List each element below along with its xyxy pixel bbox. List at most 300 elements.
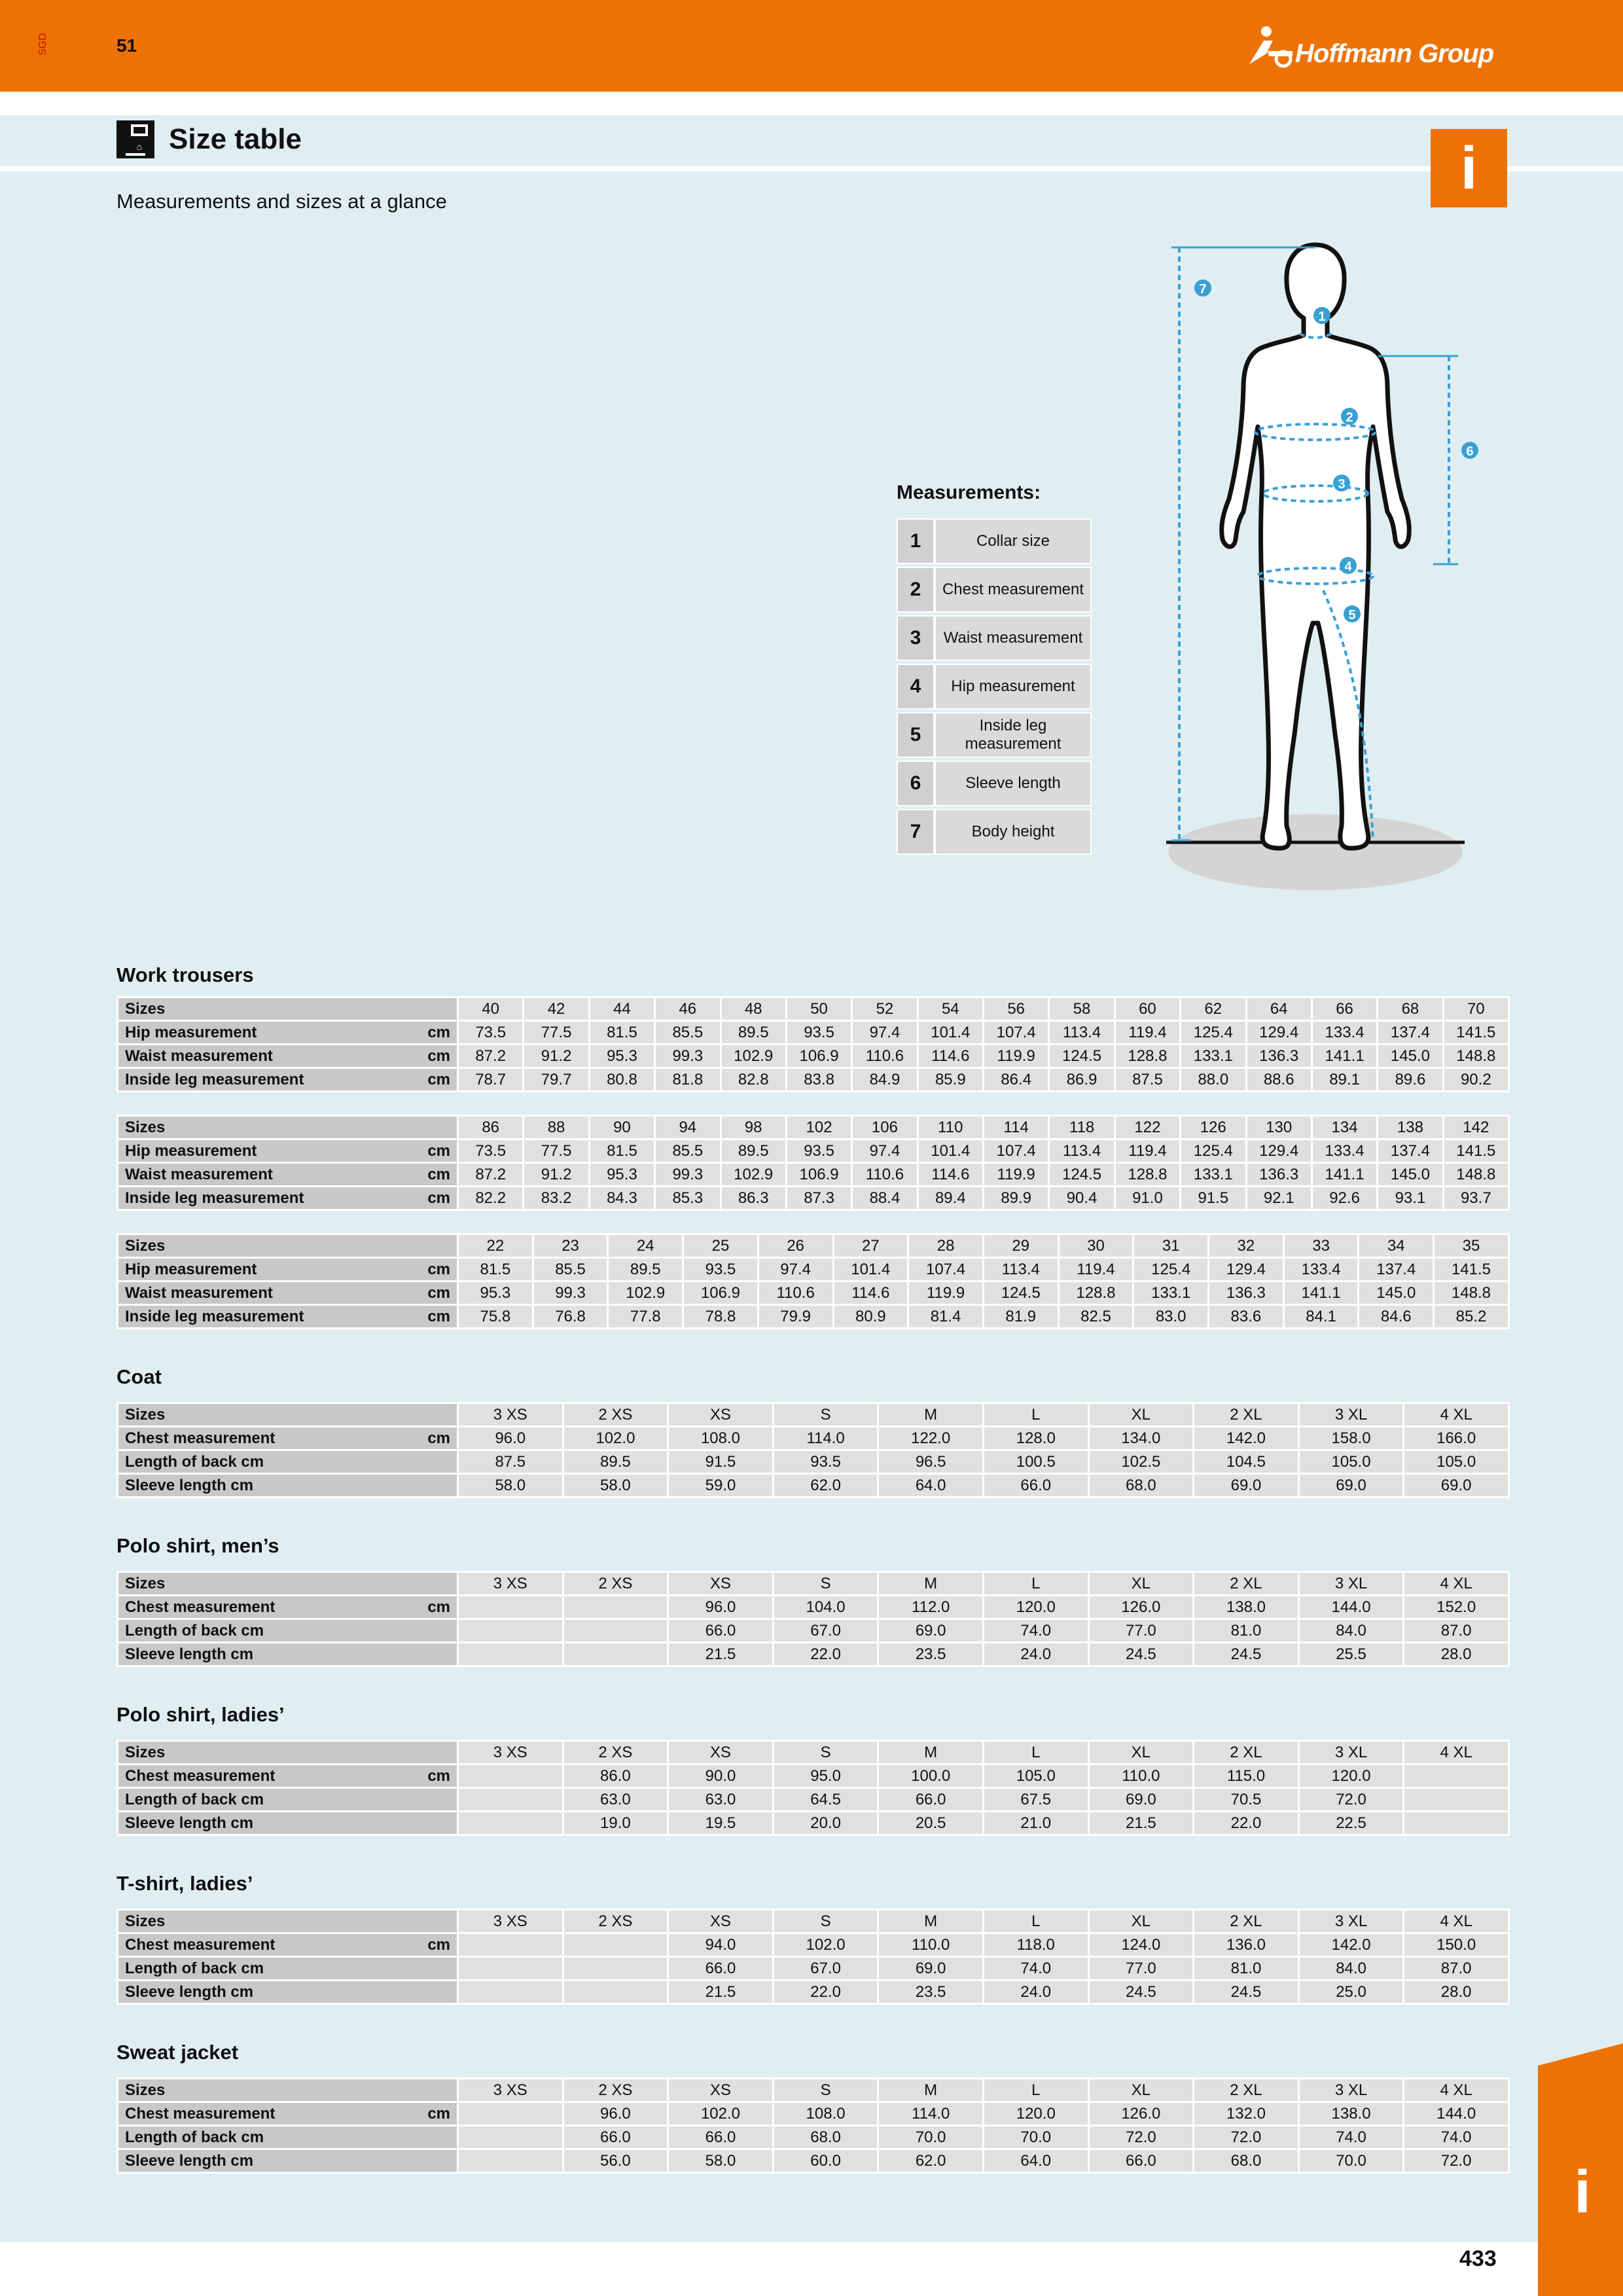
table-cell: 99.3 [533, 1282, 608, 1305]
row-label [118, 1450, 458, 1474]
row-label-text: Inside leg measurement [125, 1189, 304, 1207]
table-row [118, 1068, 1509, 1092]
table-row [118, 1788, 1509, 1812]
table-cell: 87.3 [786, 1187, 851, 1210]
table-cell: 66.0 [563, 2126, 668, 2149]
legend-label: Inside leg measurement [935, 712, 1092, 758]
table-cell: 108.0 [773, 2102, 878, 2126]
size-header-cell: 122 [1115, 1116, 1180, 1139]
section-title: Work trousers [116, 963, 254, 986]
table-cell: 96.0 [563, 2102, 668, 2126]
size-header-cell: M [878, 1910, 984, 1933]
table-cell: 68.0 [773, 2126, 878, 2149]
size-header-cell: 70 [1443, 997, 1508, 1021]
row-unit: cm [427, 1429, 450, 1447]
row-label-text: Length of back cm [125, 1959, 264, 1977]
table-cell: 85.9 [918, 1068, 983, 1092]
table-cell: 81.5 [589, 1139, 654, 1163]
table-cell: 141.5 [1443, 1139, 1508, 1163]
table-header-row [118, 1116, 1509, 1139]
table-cell: 89.1 [1311, 1068, 1377, 1092]
size-header-cell: XL [1088, 1741, 1194, 1765]
size-table [116, 1909, 1510, 2005]
size-header-cell: 4 XL [1404, 2079, 1509, 2102]
size-header-cell: S [773, 1741, 878, 1765]
measurements-heading: Measurements: [897, 482, 1041, 503]
size-header-cell: 48 [721, 997, 786, 1021]
table-cell: 89.5 [608, 1258, 683, 1282]
table-cell: 99.3 [655, 1045, 721, 1068]
table-cell: 115.0 [1194, 1765, 1299, 1788]
table-cell: 87.0 [1404, 1957, 1509, 1981]
body-measurement-figure [1152, 237, 1479, 924]
table-cell: 59.0 [668, 1474, 774, 1498]
table-cell: 58.0 [563, 1474, 668, 1498]
table-cell: 133.4 [1311, 1139, 1377, 1163]
size-table [116, 2077, 1510, 2174]
size-table [116, 1571, 1510, 1667]
size-header-cell: XS [668, 1403, 774, 1427]
measurements-legend [897, 516, 1092, 857]
table-cell: 66.0 [1088, 2149, 1194, 2173]
table-cell: 85.3 [655, 1187, 721, 1210]
table-cell: 78.7 [458, 1068, 524, 1092]
table-cell: 86.4 [984, 1068, 1049, 1092]
table-cell: 73.5 [458, 1021, 524, 1045]
table-cell: 106.9 [786, 1163, 851, 1187]
row-label [118, 1981, 458, 2004]
legend-label: Sleeve length [935, 761, 1092, 806]
size-header-cell: 27 [833, 1234, 908, 1258]
size-header-cell: 3 XL [1298, 1741, 1404, 1765]
legend-number: 5 [897, 712, 935, 758]
table-cell: 81.9 [983, 1305, 1058, 1329]
table-cell: 114.6 [918, 1045, 983, 1068]
table-cell: 82.8 [721, 1068, 786, 1092]
table-cell: 104.0 [773, 1596, 878, 1619]
row-unit: cm [427, 1071, 450, 1088]
table-cell: 133.4 [1283, 1258, 1359, 1282]
size-header-cell: S [773, 1403, 878, 1427]
size-header-cell: 24 [608, 1234, 683, 1258]
table-cell: 138.0 [1194, 1596, 1299, 1619]
table-cell: 158.0 [1298, 1427, 1404, 1450]
table-cell: 101.4 [918, 1139, 983, 1163]
table-cell: 91.0 [1115, 1187, 1180, 1210]
legend-number: 4 [897, 664, 935, 709]
table-cell: 93.5 [786, 1139, 851, 1163]
row-label [118, 1933, 458, 1957]
page-subtitle: Measurements and sizes at a glance [116, 190, 447, 213]
table-cell: 28.0 [1404, 1643, 1509, 1666]
svg-text:6: 6 [1466, 444, 1474, 459]
table-cell: 81.5 [589, 1021, 654, 1045]
row-unit: cm [427, 1142, 450, 1160]
table-cell: 120.0 [983, 1596, 1088, 1619]
table-cell: 134.0 [1088, 1427, 1194, 1450]
table-cell: 106.9 [786, 1045, 851, 1068]
legend-row [897, 567, 1092, 613]
row-label [118, 1187, 458, 1210]
size-header-cell: XL [1088, 1403, 1194, 1427]
size-header-cell: L [983, 1403, 1088, 1427]
title-divider [0, 166, 1623, 171]
marker-3 [1333, 475, 1350, 492]
size-header-cell: M [878, 2079, 984, 2102]
table-cell: 87.2 [458, 1045, 524, 1068]
table-cell: 67.5 [983, 1788, 1088, 1812]
legend-row [897, 761, 1092, 806]
size-header-cell: 4 XL [1404, 1910, 1509, 1933]
table-cell [458, 1596, 563, 1619]
table-row [118, 1139, 1509, 1163]
table-cell: 56.0 [563, 2149, 668, 2173]
row-label-text: Sleeve length cm [125, 2151, 254, 2170]
table-cell: 58.0 [668, 2149, 774, 2173]
table-cell: 77.5 [524, 1021, 589, 1045]
table-cell: 24.0 [983, 1643, 1088, 1666]
table-cell: 133.1 [1133, 1282, 1209, 1305]
table-cell: 87.5 [458, 1450, 563, 1474]
table-cell: 142.0 [1298, 1933, 1404, 1957]
row-label-text: Waist measurement [125, 1165, 273, 1183]
table-row [118, 1450, 1509, 1474]
size-header-cell: 62 [1181, 997, 1246, 1021]
side-code: SGD [37, 33, 48, 56]
size-header-cell: 3 XS [458, 1403, 563, 1427]
svg-text:4: 4 [1344, 560, 1352, 574]
table-cell: 101.4 [833, 1258, 908, 1282]
table-cell: 86.3 [721, 1187, 786, 1210]
row-label-text: Hip measurement [125, 1023, 257, 1041]
table-cell: 114.6 [918, 1163, 983, 1187]
table-cell: 119.4 [1058, 1258, 1133, 1282]
size-header-cell: 134 [1311, 1116, 1377, 1139]
table-cell [458, 1619, 563, 1643]
table-cell: 88.6 [1246, 1068, 1311, 1092]
table-cell: 102.9 [721, 1045, 786, 1068]
table-cell: 112.0 [878, 1596, 984, 1619]
table-cell: 97.4 [852, 1021, 918, 1045]
table-header-row [118, 1741, 1509, 1765]
row-label [118, 1068, 458, 1092]
table-cell: 63.0 [563, 1788, 668, 1812]
sizes-label: Sizes [118, 1403, 458, 1427]
size-header-cell: 130 [1246, 1116, 1311, 1139]
size-header-cell: 2 XS [563, 1910, 668, 1933]
table-cell: 80.8 [589, 1068, 654, 1092]
row-unit: cm [427, 2105, 450, 2123]
table-cell: 150.0 [1404, 1933, 1509, 1957]
table-row [118, 1596, 1509, 1619]
table-cell: 87.0 [1404, 1619, 1509, 1643]
row-label-text: Inside leg measurement [125, 1307, 304, 1325]
size-header-cell: 25 [683, 1234, 758, 1258]
size-header-cell: M [878, 1403, 984, 1427]
table-cell: 64.0 [983, 2149, 1088, 2173]
table-cell: 19.0 [563, 1812, 668, 1835]
table-cell [563, 1957, 668, 1981]
table-cell: 86.0 [563, 1765, 668, 1788]
table-cell: 100.5 [983, 1450, 1088, 1474]
table-cell: 25.5 [1298, 1643, 1404, 1666]
table-cell: 152.0 [1404, 1596, 1509, 1619]
size-header-cell: 98 [721, 1116, 786, 1139]
size-header-cell: S [773, 1910, 878, 1933]
table-cell: 95.3 [589, 1163, 654, 1187]
row-label [118, 1305, 458, 1329]
table-cell: 74.0 [1298, 2126, 1404, 2149]
table-cell [1404, 1812, 1509, 1835]
section-title: Coat [116, 1365, 162, 1388]
table-cell: 89.6 [1378, 1068, 1443, 1092]
table-cell: 99.3 [655, 1163, 721, 1187]
size-header-cell: 3 XL [1298, 1572, 1404, 1596]
table-cell [458, 2102, 563, 2126]
table-cell: 136.3 [1246, 1045, 1311, 1068]
row-unit: cm [427, 1598, 450, 1616]
table-cell: 97.4 [852, 1139, 918, 1163]
table-cell: 58.0 [458, 1474, 563, 1498]
table-cell: 22.5 [1298, 1812, 1404, 1835]
size-table [116, 1233, 1510, 1329]
legend-number: 7 [897, 809, 935, 855]
table-cell: 129.4 [1209, 1258, 1284, 1282]
table-cell: 90.0 [668, 1765, 774, 1788]
marker-4 [1340, 557, 1357, 574]
table-cell: 88.4 [852, 1187, 918, 1210]
table-cell: 94.0 [668, 1933, 774, 1957]
size-header-cell: 56 [984, 997, 1049, 1021]
table-cell: 83.2 [524, 1187, 589, 1210]
size-header-cell: 86 [458, 1116, 524, 1139]
size-header-cell: 64 [1246, 997, 1311, 1021]
size-header-cell: XS [668, 1741, 774, 1765]
table-cell [458, 2149, 563, 2173]
row-label [118, 1427, 458, 1450]
table-cell: 89.5 [721, 1021, 786, 1045]
size-header-cell: 32 [1209, 1234, 1284, 1258]
row-label-text: Length of back cm [125, 1790, 264, 1808]
marker-1 [1313, 307, 1330, 324]
table-cell: 148.8 [1434, 1282, 1509, 1305]
table-cell: 102.5 [1088, 1450, 1194, 1474]
table-cell: 85.2 [1434, 1305, 1509, 1329]
table-cell [563, 1933, 668, 1957]
table-cell: 119.4 [1115, 1021, 1180, 1045]
table-cell: 22.0 [773, 1981, 878, 2004]
size-header-cell: 102 [786, 1116, 851, 1139]
size-header-cell: 31 [1133, 1234, 1209, 1258]
table-cell: 104.5 [1194, 1450, 1299, 1474]
table-cell: 141.5 [1443, 1021, 1508, 1045]
table-cell: 136.0 [1194, 1933, 1299, 1957]
table-cell: 148.8 [1443, 1045, 1508, 1068]
table-cell: 110.6 [852, 1045, 918, 1068]
table-cell: 114.6 [833, 1282, 908, 1305]
footer-bar [0, 2242, 1623, 2296]
size-header-cell: M [878, 1572, 984, 1596]
size-header-cell: 88 [524, 1116, 589, 1139]
size-header-cell: 2 XL [1194, 1572, 1299, 1596]
table-cell: 79.7 [524, 1068, 589, 1092]
size-header-cell: 3 XL [1298, 2079, 1404, 2102]
table-cell: 79.9 [758, 1305, 833, 1329]
size-header-cell: 4 XL [1404, 1572, 1509, 1596]
table-cell: 110.6 [852, 1163, 918, 1187]
table-cell: 84.0 [1298, 1957, 1404, 1981]
marker-2 [1341, 408, 1358, 425]
table-cell [563, 1981, 668, 2004]
table-cell: 89.9 [984, 1187, 1049, 1210]
table-cell: 81.0 [1194, 1619, 1299, 1643]
table-cell: 81.5 [458, 1258, 533, 1282]
row-unit: cm [427, 1166, 450, 1183]
row-label [118, 1596, 458, 1619]
size-header-cell: 94 [655, 1116, 721, 1139]
size-header-cell: L [983, 1910, 1088, 1933]
table-cell: 81.8 [655, 1068, 721, 1092]
table-row [118, 1258, 1509, 1282]
table-row [118, 1427, 1509, 1450]
table-cell: 69.0 [1404, 1474, 1509, 1498]
size-header-cell: 3 XS [458, 2079, 563, 2102]
table-cell: 105.0 [1404, 1450, 1509, 1474]
size-header-cell: 3 XS [458, 1741, 563, 1765]
table-cell: 141.1 [1311, 1163, 1377, 1187]
table-cell: 66.0 [668, 2126, 774, 2149]
table-cell: 62.0 [878, 2149, 984, 2173]
section-number: 51 [116, 35, 137, 56]
size-header-cell: L [983, 2079, 1088, 2102]
table-cell: 73.5 [458, 1139, 524, 1163]
table-cell [1404, 1765, 1509, 1788]
row-label-text: Length of back cm [125, 1452, 264, 1471]
table-cell [1404, 1788, 1509, 1812]
svg-text:5: 5 [1348, 608, 1356, 622]
size-header-cell: XS [668, 2079, 774, 2102]
table-cell: 85.5 [533, 1258, 608, 1282]
row-label-text: Sleeve length cm [125, 1814, 254, 1832]
table-cell: 23.5 [878, 1643, 984, 1666]
row-label [118, 1163, 458, 1187]
table-cell: 68.0 [1088, 1474, 1194, 1498]
legend-label: Hip measurement [935, 664, 1092, 709]
table-cell: 96.0 [668, 1596, 774, 1619]
size-table [116, 1740, 1510, 1836]
table-cell: 62.0 [773, 1474, 878, 1498]
table-cell: 22.0 [1194, 1812, 1299, 1835]
table-cell: 64.0 [878, 1474, 984, 1498]
size-header-cell: 3 XS [458, 1572, 563, 1596]
table-row [118, 1765, 1509, 1788]
table-cell: 122.0 [878, 1427, 984, 1450]
table-cell: 106.9 [683, 1282, 758, 1305]
table-cell: 20.0 [773, 1812, 878, 1835]
table-cell: 21.5 [668, 1981, 774, 2004]
row-label-text: Chest measurement [125, 2104, 276, 2123]
svg-text:2: 2 [1346, 410, 1353, 425]
size-header-cell: 30 [1058, 1234, 1133, 1258]
table-cell: 84.9 [852, 1068, 918, 1092]
size-header-cell: 46 [655, 997, 721, 1021]
table-cell: 119.9 [984, 1045, 1049, 1068]
table-cell: 137.4 [1378, 1021, 1443, 1045]
table-row [118, 1619, 1509, 1643]
table-row [118, 1933, 1509, 1957]
table-cell: 70.0 [1298, 2149, 1404, 2173]
table-cell: 133.4 [1311, 1021, 1377, 1045]
table-cell: 82.5 [1058, 1305, 1133, 1329]
table-cell: 66.0 [668, 1957, 774, 1981]
table-cell: 95.3 [589, 1045, 654, 1068]
table-cell: 77.0 [1088, 1957, 1194, 1981]
svg-text:1: 1 [1318, 310, 1326, 324]
table-cell: 107.4 [908, 1258, 984, 1282]
size-header-cell: 2 XL [1194, 2079, 1299, 2102]
table-cell: 72.0 [1194, 2126, 1299, 2149]
table-cell: 23.5 [878, 1981, 984, 2004]
size-header-cell: 50 [786, 997, 851, 1021]
table-cell [563, 1643, 668, 1666]
table-cell: 66.0 [878, 1788, 984, 1812]
table-cell: 145.0 [1378, 1045, 1443, 1068]
table-cell: 145.0 [1378, 1163, 1443, 1187]
table-row [118, 1474, 1509, 1498]
size-header-cell: XL [1088, 1572, 1194, 1596]
table-cell [563, 1619, 668, 1643]
table-cell: 141.1 [1311, 1045, 1377, 1068]
table-cell: 95.0 [773, 1765, 878, 1788]
table-cell: 85.5 [655, 1139, 721, 1163]
table-cell: 76.8 [533, 1305, 608, 1329]
table-cell: 107.4 [984, 1139, 1049, 1163]
table-cell: 24.5 [1088, 1981, 1194, 2004]
table-cell: 125.4 [1133, 1258, 1209, 1282]
table-cell: 120.0 [983, 2102, 1088, 2126]
size-header-cell: 3 XL [1298, 1910, 1404, 1933]
row-label-text: Chest measurement [125, 1935, 276, 1954]
table-cell: 124.5 [1049, 1045, 1115, 1068]
table-cell: 141.1 [1283, 1282, 1359, 1305]
table-cell: 110.0 [878, 1933, 984, 1957]
floor-shadow [1168, 814, 1463, 890]
logo-text: Hoffmann Group [1295, 39, 1494, 68]
row-label [118, 1045, 458, 1068]
row-label-text: Inside leg measurement [125, 1070, 304, 1088]
section-title: Polo shirt, ladies’ [116, 1703, 285, 1726]
table-cell: 166.0 [1404, 1427, 1509, 1450]
table-cell: 102.0 [668, 2102, 774, 2126]
table-cell: 124.0 [1088, 1933, 1194, 1957]
table-cell: 124.5 [983, 1282, 1058, 1305]
legend-number: 6 [897, 761, 935, 806]
row-unit: cm [427, 1308, 450, 1325]
table-row [118, 1981, 1509, 2004]
table-cell: 113.4 [1049, 1021, 1115, 1045]
legend-row [897, 518, 1092, 564]
table-cell: 102.9 [721, 1163, 786, 1187]
row-label [118, 2126, 458, 2149]
table-cell: 120.0 [1298, 1765, 1404, 1788]
table-cell: 69.0 [1298, 1474, 1404, 1498]
table-cell [563, 1596, 668, 1619]
table-cell: 83.6 [1209, 1305, 1284, 1329]
table-cell: 133.1 [1181, 1163, 1246, 1187]
table-cell: 70.5 [1194, 1788, 1299, 1812]
marker-7 [1194, 279, 1211, 296]
row-label-text: Chest measurement [125, 1598, 276, 1616]
